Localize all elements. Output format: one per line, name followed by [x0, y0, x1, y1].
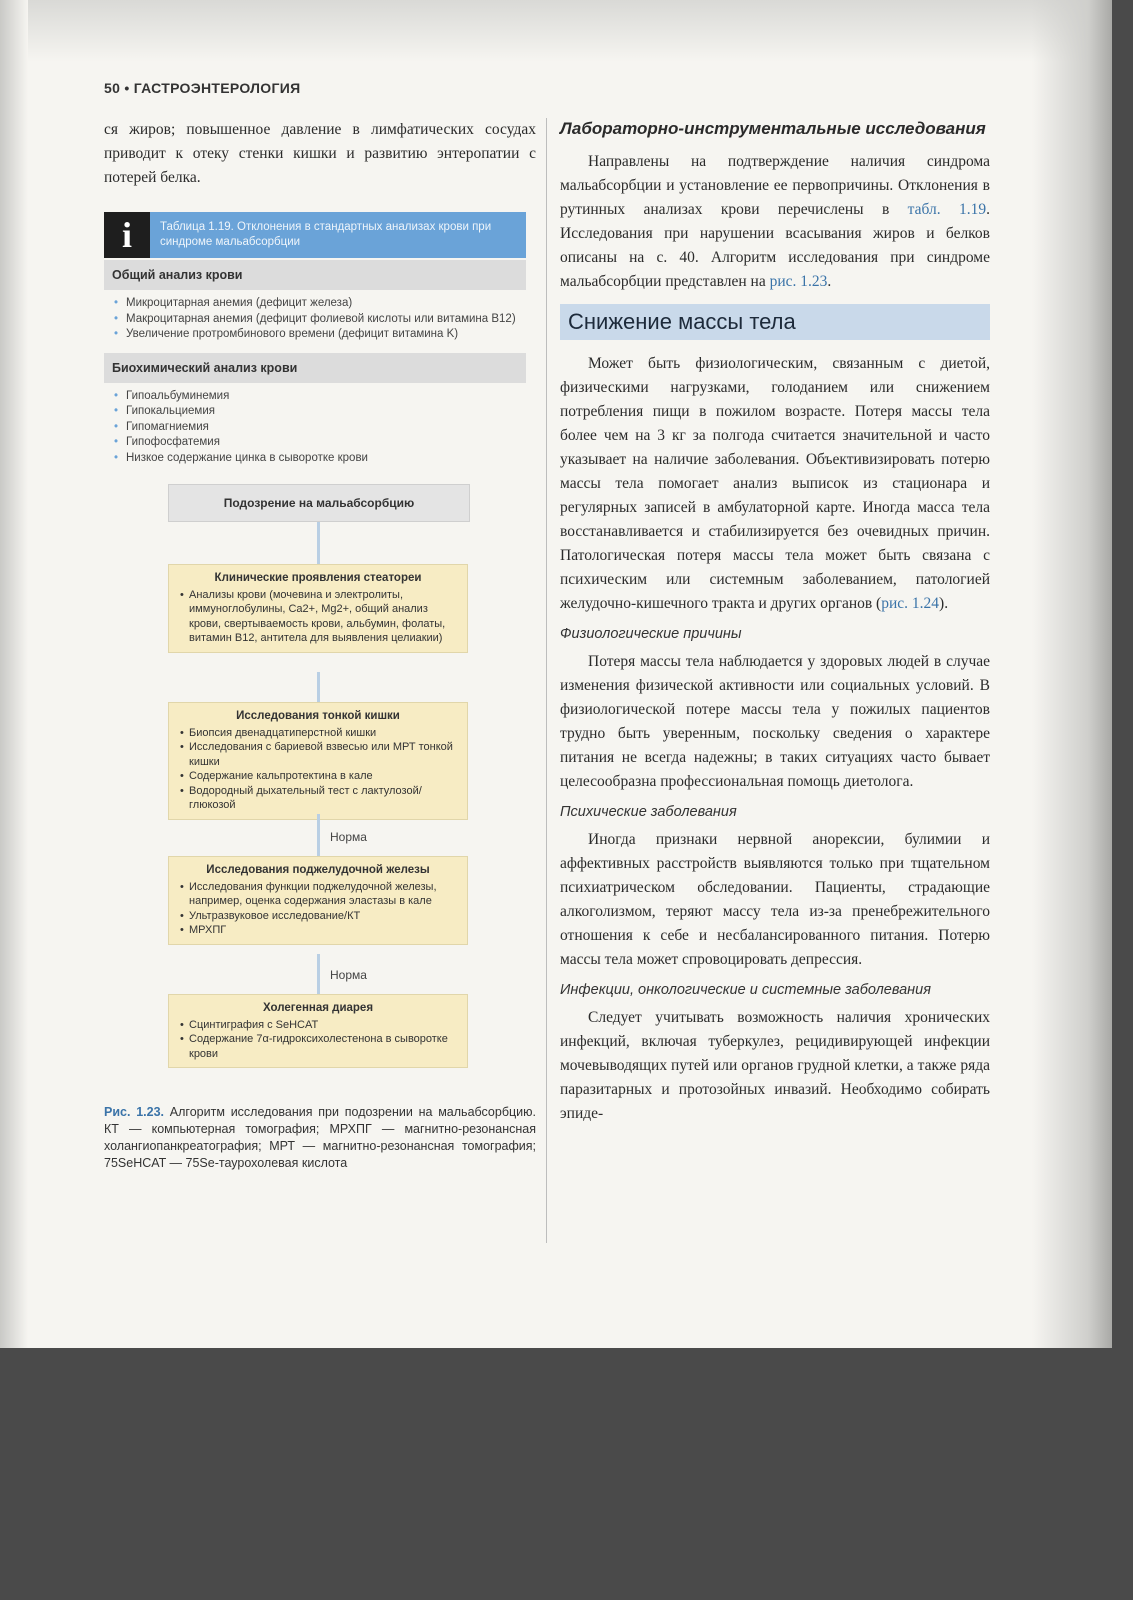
- paragraph: Потеря массы тела наблюдается у здоровых людей в случае изменения физической активности или социальных условий. В физиологической потере массы тела у пожилых пациентов трудно быть уверенным, поскольку сведения о характере питания не всегда надежны; в таких ситуациях часто бывает целесообразна профессиональная помощь диетолога.: [560, 653, 990, 790]
- table-list: [104, 296, 526, 343]
- paragraph: [560, 352, 990, 616]
- figure-number: Рис. 1.23.: [104, 1105, 165, 1119]
- subheading: Инфекции, онкологические и системные заболевания: [560, 982, 931, 998]
- flow-box-item: • МРХПГ: [189, 923, 457, 938]
- flow-box-item: • Содержание кальпротектина в кале: [189, 769, 457, 784]
- column-divider: [546, 118, 547, 1243]
- figure-link[interactable]: рис. 1.24: [881, 595, 940, 612]
- table-item: • Гипофосфатемия: [126, 435, 526, 451]
- flowchart: [104, 484, 536, 1084]
- section-heading: Снижение массы тела: [560, 304, 990, 340]
- right-column: [560, 118, 990, 1126]
- table-item: • Гипокальциемия: [126, 404, 526, 420]
- text-run: Направлены на подтверждение наличия синдрома мальабсорбции и установление ее первопричины. Отклонения в рутинных анализах крови перечислены в: [560, 153, 990, 218]
- page-edge-shadow: [1032, 0, 1112, 1348]
- flow-box-title: Клинические проявления стеатореи: [214, 572, 422, 584]
- table-title: Таблица 1.19. Отклонения в стандартных анализах крови при синдроме мальабсорбции: [150, 212, 526, 258]
- flow-box-item: • Ультразвуковое исследование/КТ: [189, 909, 457, 924]
- flow-box-steatorrhea: [168, 564, 468, 653]
- paragraph: Иногда признаки нервной анорексии, булимии и аффективных расстройств выявляются только при тщательном психиатрическом обследовании. Пациенты, страдающие алкоголизмом, теряют массу тела из-за пренебрежительного отношения к себе и несбалансированного питания. Потерю массы тела может спровоцировать депрессия.: [560, 831, 990, 968]
- gutter-shadow: [0, 0, 28, 1348]
- paragraph: [560, 150, 990, 294]
- left-column: [104, 118, 536, 1172]
- section-subheading: Лабораторно-инструментальные исследования: [560, 119, 986, 138]
- flow-arrow: [317, 522, 320, 564]
- table-1-19: [104, 212, 526, 466]
- running-header: 50 • ГАСТРОЭНТЕРОЛОГИЯ: [104, 80, 301, 96]
- subheading: Психические заболевания: [560, 804, 737, 820]
- table-item: • Увеличение протромбинового времени (дефицит витамина K): [126, 327, 526, 343]
- flow-box-small-intestine: [168, 702, 468, 820]
- flow-label-norm: Норма: [330, 968, 367, 982]
- table-item: • Гипоальбуминемия: [126, 389, 526, 405]
- flow-box-pancreas: [168, 856, 468, 945]
- flow-start-box: Подозрение на мальабсорбцию: [168, 484, 470, 522]
- text-run: .: [827, 273, 832, 290]
- table-item: • Макроцитарная анемия (дефицит фолиевой кислоты или витамина B12): [126, 312, 526, 328]
- figure-caption-text: Алгоритм исследования при подозрении на мальабсорбцию. КТ — компьютерная томография; МРХПГ — магнитно-резонансная холангиопанкреатография; МРТ — магнитно-резонансная томография; 75SeHCAT — 75Se-таурохолевая кислота: [104, 1105, 536, 1170]
- subheading: Физиологические причины: [560, 626, 742, 642]
- flow-box-title: Исследования тонкой кишки: [236, 710, 400, 722]
- info-icon: i: [104, 212, 150, 258]
- table-section-heading: Биохимический анализ крови: [104, 353, 526, 383]
- flow-box-item: • Исследования функции поджелудочной железы, например, оценка содержания эластазы в кале: [189, 880, 457, 909]
- flow-box-item: • Исследования с бариевой взвесью или МРТ тонкой кишки: [189, 740, 457, 769]
- flow-arrow: [317, 672, 320, 702]
- flow-box-item: • Водородный дыхательный тест с лактулозой/глюкозой: [189, 784, 457, 813]
- flow-box-title: Исследования поджелудочной железы: [206, 864, 430, 876]
- text-run: . Исследования при нарушении всасывания жиров и белков описаны на с. 40. Алгоритм исследования при синдроме мальабсорбции представлен на: [560, 201, 991, 290]
- flow-label-norm: Норма: [330, 830, 367, 844]
- text-run: Может быть физиологическим, связанным с диетой, физическими нагрузками, голоданием или снижением потребления пищи в пожилом возрасте. Потеря массы тела более чем на 3 кг за полгода считается значительной и часто указывает на наличие заболевания. Объективизировать потерю массы тела помогает анализ выписок из стационара и регулярных записей в амбулаторной карте. Иногда масса тела восстанавливается и стабилизируется без очевидных причин. Патологическая потеря массы тела может быть связана с психическим или системным заболеванием, патологией желудочно-кишечного тракта и других органов (: [560, 355, 990, 612]
- flow-box-bile-acid: [168, 994, 468, 1068]
- table-section-heading: Общий анализ крови: [104, 260, 526, 290]
- table-link[interactable]: табл. 1.19: [907, 201, 987, 218]
- table-item: • Гипомагниемия: [126, 420, 526, 436]
- table-item: • Микроцитарная анемия (дефицит железа): [126, 296, 526, 312]
- flow-box-item: • Сцинтиграфия с SeHCAT: [189, 1018, 457, 1033]
- flow-box-item: • Биопсия двенадцатиперстной кишки: [189, 726, 457, 741]
- intro-paragraph: ся жиров; повышенное давление в лимфатических сосудах приводит к отеку стенки кишки и развитию энтеропатии с потерей белка.: [104, 121, 536, 186]
- figure-caption: [104, 1104, 536, 1172]
- flow-arrow: [317, 814, 320, 856]
- top-shadow: [0, 0, 1112, 62]
- table-list: [104, 389, 526, 467]
- text-run: ).: [939, 595, 949, 612]
- figure-link[interactable]: рис. 1.23: [769, 273, 828, 290]
- flow-box-item: • Содержание 7α-гидроксихолестенона в сыворотке крови: [189, 1032, 457, 1061]
- flow-arrow: [317, 954, 320, 994]
- table-item: • Низкое содержание цинка в сыворотке крови: [126, 451, 526, 467]
- flow-box-title: Холегенная диарея: [262, 1002, 374, 1014]
- flow-box-item: • Анализы крови (мочевина и электролиты, иммуноглобулины, Ca2+, Mg2+, общий анализ крови, свертываемость крови, альбумин, фолаты, витамин B12, антитела для выявления целиакии): [189, 588, 457, 646]
- paragraph: Следует учитывать возможность наличия хронических инфекций, включая туберкулез, рецидивирующей инфекции мочевыводящих путей или органов грудной клетки, а также ряда паразитарных и протозойных инвазий. Необходимо собирать эпиде-: [560, 1009, 990, 1122]
- table-header: [104, 212, 526, 258]
